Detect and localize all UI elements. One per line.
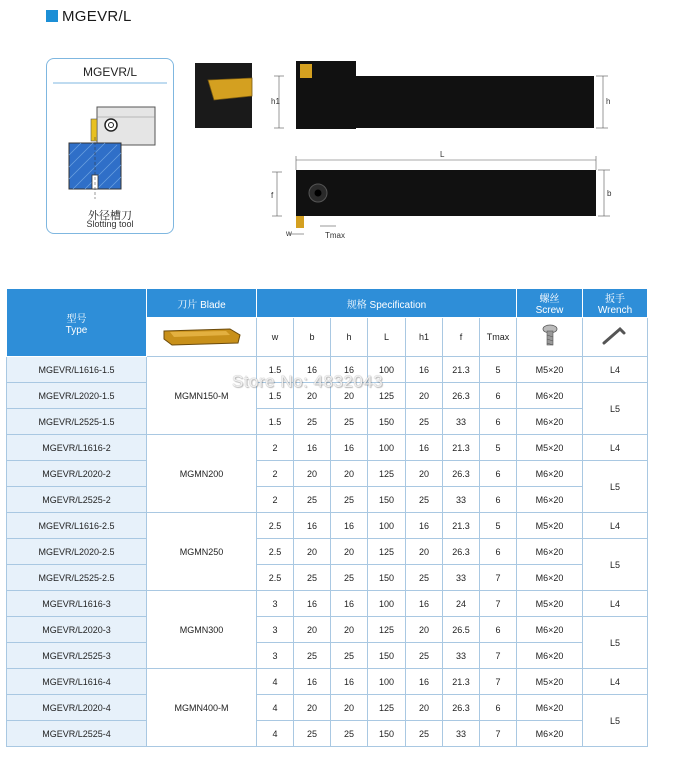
cell-blade: MGMN250: [147, 513, 257, 591]
cell-f: 33: [443, 487, 480, 513]
cell-w: 1.5: [257, 409, 294, 435]
table-row: [7, 539, 648, 565]
cell-h1: 16: [406, 435, 443, 461]
cell-screw: M5×20: [517, 591, 583, 617]
cell-h1: 20: [406, 695, 443, 721]
cell-screw: M6×20: [517, 643, 583, 669]
cell-b: 16: [294, 669, 331, 695]
cell-w: 2: [257, 487, 294, 513]
cell-screw: M6×20: [517, 721, 583, 747]
table-row: [7, 721, 648, 747]
table-row: [7, 409, 648, 435]
cell-screw: M6×20: [517, 409, 583, 435]
cell-h: 20: [331, 461, 368, 487]
cell-b: 25: [294, 409, 331, 435]
cell-wrench: L4: [583, 591, 648, 617]
cell-h1: 20: [406, 461, 443, 487]
cell-screw: M6×20: [517, 461, 583, 487]
cell-h: 20: [331, 617, 368, 643]
cell-b: 20: [294, 617, 331, 643]
header-blade: 刀片 Blade: [147, 289, 257, 318]
cell-L: 150: [368, 487, 406, 513]
cell-screw: M6×20: [517, 487, 583, 513]
table-row: [7, 487, 648, 513]
cell-L: 150: [368, 409, 406, 435]
cell-type: MGEVR/L2525-2: [7, 487, 147, 513]
cell-wrench: L4: [583, 357, 648, 383]
cell-screw: M6×20: [517, 695, 583, 721]
cell-wrench: L5: [583, 695, 648, 747]
cell-h: 16: [331, 435, 368, 461]
cell-tmax: 7: [480, 643, 517, 669]
cell-h1: 20: [406, 539, 443, 565]
cell-type: MGEVR/L2020-1.5: [7, 383, 147, 409]
dim-tmax: Tmax: [325, 231, 345, 240]
cell-L: 100: [368, 357, 406, 383]
blade-image-icon: [147, 318, 257, 357]
side-view-icon: [296, 61, 594, 129]
cell-L: 125: [368, 539, 406, 565]
cell-type: MGEVR/L1616-2.5: [7, 513, 147, 539]
cell-h: 25: [331, 643, 368, 669]
cell-L: 125: [368, 695, 406, 721]
cell-screw: M5×20: [517, 513, 583, 539]
cell-L: 100: [368, 669, 406, 695]
cell-screw: M6×20: [517, 539, 583, 565]
cell-L: 150: [368, 721, 406, 747]
cell-h: 25: [331, 487, 368, 513]
cell-f: 24: [443, 591, 480, 617]
cell-tmax: 5: [480, 513, 517, 539]
table-row: [7, 435, 648, 461]
cell-type: MGEVR/L2020-2.5: [7, 539, 147, 565]
table-row: [7, 565, 648, 591]
cell-h1: 25: [406, 721, 443, 747]
cell-type: MGEVR/L2020-4: [7, 695, 147, 721]
cell-tmax: 6: [480, 383, 517, 409]
col-b: b: [294, 318, 331, 357]
cell-w: 4: [257, 695, 294, 721]
cell-h: 16: [331, 357, 368, 383]
spec-table: [6, 288, 648, 747]
dim-w: w: [286, 229, 292, 238]
header-screw: [517, 289, 583, 318]
cell-f: 26.3: [443, 461, 480, 487]
table-row: [7, 513, 648, 539]
cell-b: 25: [294, 487, 331, 513]
cell-wrench: L5: [583, 461, 648, 513]
diagram-caption-cn: 外径槽刀: [88, 210, 132, 222]
cell-w: 3: [257, 591, 294, 617]
cell-f: 33: [443, 643, 480, 669]
cell-h1: 25: [406, 565, 443, 591]
cell-w: 2: [257, 435, 294, 461]
cell-type: MGEVR/L2525-2.5: [7, 565, 147, 591]
cell-h: 25: [331, 721, 368, 747]
top-view-icon: [296, 170, 596, 228]
table-row: [7, 643, 648, 669]
cell-blade: MGMN150-M: [147, 357, 257, 435]
diagram-caption-en: Slotting tool: [86, 219, 134, 229]
cell-f: 26.3: [443, 383, 480, 409]
cell-L: 150: [368, 643, 406, 669]
header-screw-en: Screw: [535, 305, 564, 316]
cell-b: 20: [294, 383, 331, 409]
cell-h: 20: [331, 539, 368, 565]
cell-tmax: 7: [480, 591, 517, 617]
cell-b: 20: [294, 695, 331, 721]
cell-wrench: L5: [583, 383, 648, 435]
col-w: w: [257, 318, 294, 357]
cell-h1: 25: [406, 409, 443, 435]
header-wrench-en: Wrench: [597, 305, 633, 316]
cell-b: 25: [294, 643, 331, 669]
cell-h: 25: [331, 409, 368, 435]
cell-type: MGEVR/L1616-1.5: [7, 357, 147, 383]
col-L: L: [368, 318, 406, 357]
cell-L: 100: [368, 591, 406, 617]
cell-h1: 20: [406, 383, 443, 409]
col-h1: h1: [406, 318, 443, 357]
page-title: MGEVR/L: [62, 7, 132, 25]
cell-tmax: 6: [480, 617, 517, 643]
col-f: f: [443, 318, 480, 357]
diagram-label: MGEVR/L: [82, 65, 137, 79]
cell-L: 125: [368, 461, 406, 487]
cell-blade: MGMN200: [147, 435, 257, 513]
cell-type: MGEVR/L2020-3: [7, 617, 147, 643]
cell-b: 16: [294, 591, 331, 617]
cell-blade: MGMN400-M: [147, 669, 257, 747]
screw-image-icon: [517, 318, 583, 357]
cell-b: 20: [294, 539, 331, 565]
table-row: [7, 669, 648, 695]
cell-w: 3: [257, 643, 294, 669]
cell-w: 4: [257, 669, 294, 695]
dim-f: f: [271, 191, 274, 200]
header-type-cn: 型号: [66, 313, 87, 325]
cell-type: MGEVR/L1616-3: [7, 591, 147, 617]
cell-f: 33: [443, 409, 480, 435]
cell-h: 20: [331, 695, 368, 721]
cell-w: 3: [257, 617, 294, 643]
header-screw-cn: 螺丝: [539, 294, 560, 305]
table-row: [7, 695, 648, 721]
cell-type: MGEVR/L1616-2: [7, 435, 147, 461]
cell-type: MGEVR/L1616-4: [7, 669, 147, 695]
cell-w: 1.5: [257, 383, 294, 409]
cell-tmax: 7: [480, 565, 517, 591]
dim-h1: h1: [271, 97, 280, 106]
cell-tmax: 6: [480, 461, 517, 487]
cell-h1: 16: [406, 669, 443, 695]
cell-b: 16: [294, 513, 331, 539]
cell-b: 20: [294, 461, 331, 487]
cell-type: MGEVR/L2525-4: [7, 721, 147, 747]
cell-f: 21.3: [443, 669, 480, 695]
header-wrench-cn: 扳手: [605, 294, 626, 305]
cell-h1: 25: [406, 643, 443, 669]
cell-L: 100: [368, 435, 406, 461]
col-h: h: [331, 318, 368, 357]
cell-f: 26.3: [443, 539, 480, 565]
cell-screw: M5×20: [517, 435, 583, 461]
header-row-1: [7, 289, 648, 318]
cell-type: MGEVR/L2525-3: [7, 643, 147, 669]
cell-tmax: 7: [480, 669, 517, 695]
cell-h: 20: [331, 383, 368, 409]
header-type: [7, 289, 147, 357]
dim-L: L: [440, 150, 445, 159]
cell-b: 25: [294, 721, 331, 747]
dim-b: b: [607, 189, 612, 198]
cell-wrench: L5: [583, 617, 648, 669]
cell-screw: M5×20: [517, 669, 583, 695]
cell-screw: M5×20: [517, 357, 583, 383]
dim-h: h: [606, 97, 611, 106]
cell-h1: 16: [406, 591, 443, 617]
cell-screw: M6×20: [517, 617, 583, 643]
cell-h: 25: [331, 565, 368, 591]
cell-L: 100: [368, 513, 406, 539]
cell-screw: M6×20: [517, 565, 583, 591]
cell-b: 16: [294, 357, 331, 383]
cell-L: 125: [368, 617, 406, 643]
cell-tmax: 5: [480, 357, 517, 383]
header-spec: 规格 Specification: [257, 289, 517, 318]
cell-f: 21.3: [443, 435, 480, 461]
cell-tmax: 6: [480, 695, 517, 721]
cell-w: 2.5: [257, 513, 294, 539]
table-row: [7, 461, 648, 487]
cell-b: 16: [294, 435, 331, 461]
cell-wrench: L4: [583, 669, 648, 695]
cell-h1: 16: [406, 513, 443, 539]
cell-w: 1.5: [257, 357, 294, 383]
cell-tmax: 5: [480, 435, 517, 461]
table-row: [7, 617, 648, 643]
cell-f: 21.3: [443, 513, 480, 539]
cell-h: 16: [331, 669, 368, 695]
cell-wrench: L4: [583, 435, 648, 461]
cell-f: 26.5: [443, 617, 480, 643]
cell-f: 33: [443, 565, 480, 591]
cell-wrench: L4: [583, 513, 648, 539]
cell-w: 2.5: [257, 565, 294, 591]
cell-type: MGEVR/L2020-2: [7, 461, 147, 487]
cell-f: 33: [443, 721, 480, 747]
cell-h1: 20: [406, 617, 443, 643]
header-type-en: Type: [65, 324, 88, 336]
cell-L: 125: [368, 383, 406, 409]
cell-screw: M6×20: [517, 383, 583, 409]
cell-w: 2: [257, 461, 294, 487]
cell-type: MGEVR/L2525-1.5: [7, 409, 147, 435]
cell-b: 25: [294, 565, 331, 591]
front-view-icon: [195, 63, 252, 128]
cell-tmax: 6: [480, 539, 517, 565]
watermark: Store No: 4832043: [232, 372, 384, 391]
col-tmax: Tmax: [480, 318, 517, 357]
cell-tmax: 6: [480, 409, 517, 435]
cell-L: 150: [368, 565, 406, 591]
cell-w: 4: [257, 721, 294, 747]
cell-wrench: L5: [583, 539, 648, 591]
cell-f: 26.3: [443, 695, 480, 721]
tool-drawing: [0, 0, 678, 250]
cell-h: 16: [331, 591, 368, 617]
header-wrench: [583, 289, 648, 318]
cell-f: 21.3: [443, 357, 480, 383]
wrench-image-icon: [583, 318, 648, 357]
cell-h1: 25: [406, 487, 443, 513]
table-row: [7, 591, 648, 617]
cell-blade: MGMN300: [147, 591, 257, 669]
cell-tmax: 6: [480, 487, 517, 513]
cell-h1: 16: [406, 357, 443, 383]
cell-h: 16: [331, 513, 368, 539]
cell-w: 2.5: [257, 539, 294, 565]
cell-tmax: 7: [480, 721, 517, 747]
